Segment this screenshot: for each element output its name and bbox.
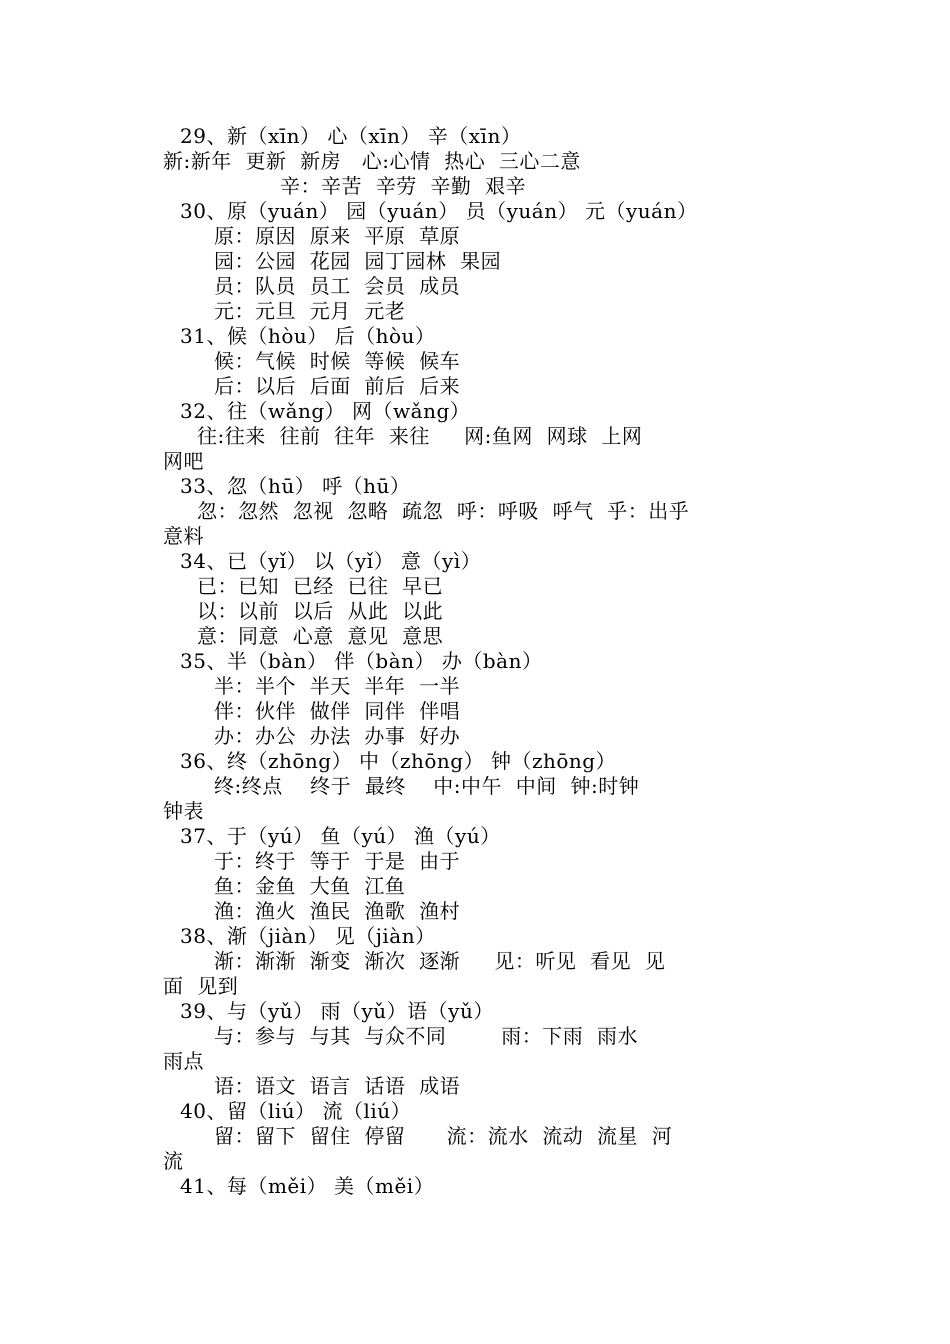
entry-38-heading: 38、渐（jiàn） 见（jiàn）: [180, 924, 436, 948]
entry-32-heading: 32、往（wǎng） 网（wǎng）: [180, 399, 471, 423]
entry-34-line: 已：已知 已经 已往 早已: [197, 574, 444, 598]
entry-39-heading: 39、与（yǔ） 雨（yǔ）语（yǔ）: [180, 999, 494, 1023]
entry-30-line: 元：元旦 元月 元老: [214, 299, 406, 323]
entry-38-line: 渐：渐渐 渐变 渐次 逐渐 见：听见 看见 见: [214, 949, 666, 973]
entry-39-line: 雨点: [163, 1049, 204, 1073]
entry-29-heading: 29、新（xīn） 心（xīn） 辛（xīn）: [180, 124, 522, 148]
entry-35-heading: 35、半（bàn） 伴（bàn） 办（bàn）: [180, 649, 543, 673]
entry-39-line: 语：语文 语言 话语 成语: [214, 1074, 461, 1098]
entry-35-line: 伴：伙伴 做伴 同伴 伴唱: [214, 699, 461, 723]
entry-35-line: 半：半个 半天 半年 一半: [214, 674, 461, 698]
entry-36-heading: 36、终（zhōng） 中（zhōng） 钟（zhōng）: [180, 749, 617, 773]
entry-30-line: 原：原因 原来 平原 草原: [214, 224, 461, 248]
entry-29-line: 辛：辛苦 辛劳 辛勤 艰辛: [280, 174, 527, 198]
entry-34-line: 以：以前 以后 从此 以此: [197, 599, 444, 623]
entry-36-line: 钟表: [163, 799, 204, 823]
entry-30-heading: 30、原（yuán） 园（yuán） 员（yuán） 元（yuán）: [180, 199, 698, 223]
entry-40-line: 流: [163, 1149, 184, 1173]
entry-32-line: 网吧: [163, 449, 204, 473]
entry-33-line: 意料: [163, 524, 204, 548]
entry-37-heading: 37、于（yú） 鱼（yú） 渔（yú）: [180, 824, 501, 848]
entry-32-line: 往:往来 往前 往年 来往 网:鱼网 网球 上网: [197, 424, 643, 448]
entry-33-heading: 33、忽（hū） 呼（hū）: [180, 474, 411, 498]
entry-34-heading: 34、已（yǐ） 以（yǐ） 意（yì）: [180, 549, 482, 573]
entry-36-line: 终:终点 终于 最终 中:中午 中间 钟:时钟: [214, 774, 640, 798]
entry-31-heading: 31、候（hòu） 后（hòu）: [180, 324, 436, 348]
entry-38-line: 面 见到: [163, 974, 239, 998]
entry-37-line: 于：终于 等于 于是 由于: [214, 849, 461, 873]
entry-39-line: 与：参与 与其 与众不同 雨：下雨 雨水: [214, 1024, 639, 1048]
entry-40-line: 留：留下 留住 停留 流：流水 流动 流星 河: [214, 1124, 673, 1148]
entry-37-line: 鱼：金鱼 大鱼 江鱼: [214, 874, 406, 898]
entry-30-line: 园：公园 花园 园丁园林 果园: [214, 249, 502, 273]
entry-31-line: 候：气候 时候 等候 候车: [214, 349, 461, 373]
entry-33-line: 忽：忽然 忽视 忽略 疏忽 呼：呼吸 呼气 乎：出乎: [197, 499, 690, 523]
entry-41-heading: 41、每（měi） 美（měi）: [180, 1174, 435, 1198]
entry-30-line: 员：队员 员工 会员 成员: [214, 274, 461, 298]
entry-35-line: 办：办公 办法 办事 好办: [214, 724, 461, 748]
entry-34-line: 意：同意 心意 意见 意思: [197, 624, 444, 648]
entry-31-line: 后：以后 后面 前后 后来: [214, 374, 461, 398]
entry-37-line: 渔：渔火 渔民 渔歌 渔村: [214, 899, 461, 923]
entry-29-line: 新:新年 更新 新房 心:心情 热心 三心二意: [163, 149, 581, 173]
entry-40-heading: 40、留（liú） 流（liú）: [180, 1099, 412, 1123]
